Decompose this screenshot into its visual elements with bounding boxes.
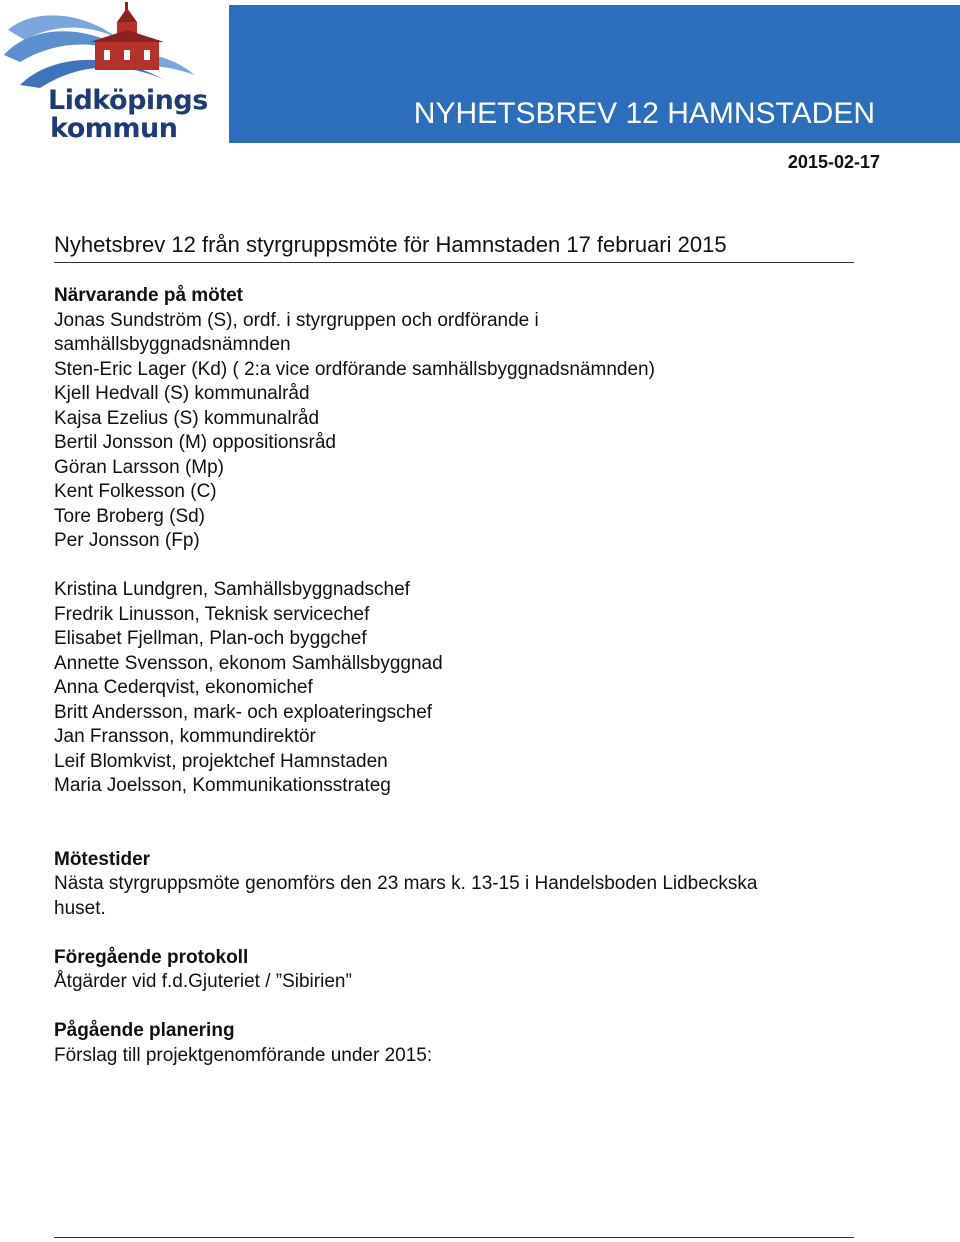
list-item: samhällsbyggnadsnämnden bbox=[54, 334, 291, 355]
list-item: Jonas Sundström (S), ordf. i styrgruppen och ordförande i bbox=[54, 309, 539, 331]
newsletter-body bbox=[54, 284, 894, 1068]
list-item: Maria Joelsson, Kommunikationsstrateg bbox=[54, 775, 391, 796]
list-item: Annette Svensson, ekonom Samhällsbyggnad bbox=[54, 652, 443, 674]
page-headline: Nyhetsbrev 12 från styrgruppsmöte för Hamnstaden 17 februari 2015 bbox=[54, 232, 854, 263]
logo-emblem-icon bbox=[0, 0, 205, 95]
footer-divider bbox=[54, 1237, 854, 1238]
list-item: Kristina Lundgren, Samhällsbyggnadschef bbox=[54, 579, 410, 600]
list-item: Tore Broberg (Sd) bbox=[54, 505, 206, 527]
newsletter-date: 2015-02-17 bbox=[787, 152, 880, 172]
logo-text-line1: Lidköpings bbox=[48, 85, 208, 116]
list-item: Jan Fransson, kommundirektör bbox=[54, 726, 316, 747]
list-item: Kajsa Ezelius (S) kommunalråd bbox=[54, 407, 320, 429]
meetings-text-line2: huset. bbox=[54, 897, 106, 919]
list-item: Fredrik Linusson, Teknisk servicechef bbox=[54, 603, 370, 625]
logo-text-line2: kommun bbox=[50, 113, 178, 144]
municipality-logo bbox=[0, 0, 208, 160]
list-item: Elisabet Fjellman, Plan-och byggchef bbox=[54, 628, 367, 649]
list-item: Per Jonsson (Fp) bbox=[54, 530, 200, 551]
list-item: Sten-Eric Lager (Kd) ( 2:a vice ordförande samhällsbyggnadsnämnden) bbox=[54, 358, 655, 380]
list-item: Kjell Hedvall (S) kommunalråd bbox=[54, 383, 310, 404]
list-item: Britt Andersson, mark- och exploateringschef bbox=[54, 701, 433, 723]
list-item: Kent Folkesson (C) bbox=[54, 481, 217, 502]
meetings-heading: Mötestider bbox=[54, 848, 151, 870]
list-item: Göran Larsson (Mp) bbox=[54, 456, 225, 478]
list-item: Anna Cederqvist, ekonomichef bbox=[54, 677, 313, 698]
header-banner bbox=[229, 5, 960, 143]
list-item: Bertil Jonsson (M) oppositionsråd bbox=[54, 432, 336, 453]
politicians-list bbox=[54, 309, 894, 554]
officials-list bbox=[54, 578, 894, 799]
newsletter-title: NYHETSBREV 12 HAMNSTADEN bbox=[413, 97, 875, 130]
planning-text: Förslag till projektgenomförande under 2015: bbox=[54, 1044, 433, 1066]
planning-heading: Pågående planering bbox=[54, 1020, 235, 1041]
previous-protocol-heading: Föregående protokoll bbox=[54, 946, 249, 968]
list-item: Leif Blomkvist, projektchef Hamnstaden bbox=[54, 750, 388, 772]
meetings-text-line1: Nästa styrgruppsmöte genomförs den 23 mars k. 13-15 i Handelsboden Lidbeckska bbox=[54, 873, 758, 894]
attendees-heading: Närvarande på mötet bbox=[54, 285, 244, 306]
previous-protocol-text: Åtgärder vid f.d.Gjuteriet / ”Sibirien” bbox=[54, 971, 352, 992]
